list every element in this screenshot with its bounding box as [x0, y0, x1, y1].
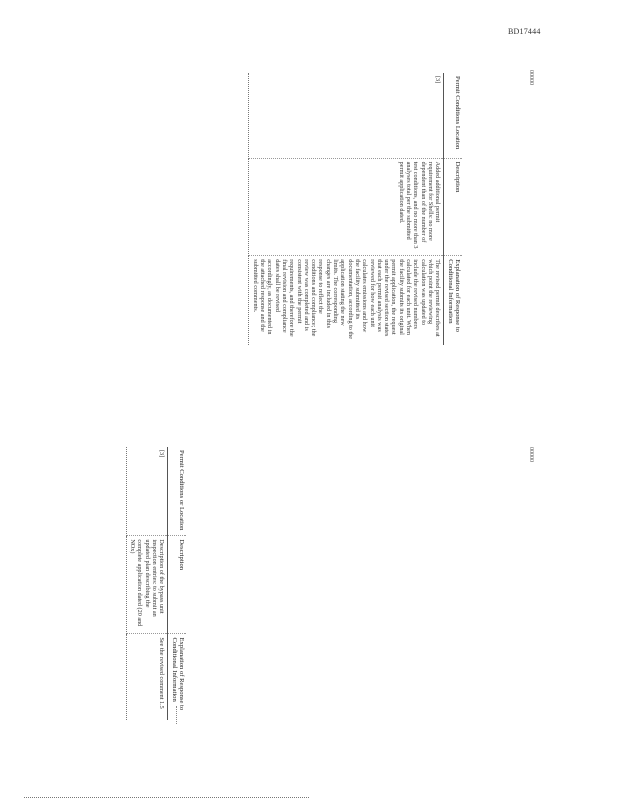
column-header-description: Description [168, 536, 186, 634]
table-row [249, 73, 444, 345]
permit-table-top [248, 73, 462, 345]
page-number-top: 00000 [528, 70, 534, 85]
cell-location: [3] [249, 73, 444, 158]
column-header-explanation: Explanation of Response to Conditional Information [168, 634, 186, 720]
table-divider-mark [176, 706, 178, 724]
cell-description: Description of the bypass unit inspection entries: to submit an updated plan describing the complete application dated (20 and NOx) [126, 536, 167, 634]
column-header-location: Permit Conditions or Location [168, 447, 186, 536]
cell-location: [3] [126, 447, 167, 536]
column-header-location: Permit Conditions Location [444, 73, 462, 158]
footer-dotted-rule [24, 797, 309, 798]
document-id: BD17444 [508, 27, 541, 36]
page-number-bottom: 00000 [528, 447, 534, 462]
permit-table-bottom [126, 447, 186, 720]
column-header-description: Description [444, 158, 462, 256]
column-header-explanation: Explanation of Response to Conditional Information [444, 256, 462, 345]
cell-explanation: The revised permit describes at which point the reviewing calculation was updated to include the revised numbers calculated for each unit. When the facility submits its original permit application, the request under the revised section states that each permit analysis was reviewed for how each unit calculates emissions and how the facility submitted its documentation, according to the application stating the new limits. The corresponding changes are included in this response to reflect the conditions and compliance; the review was completed and is consistent with the permit requirements, and therefore the final revision and compliance dates shall be revised accordingly, as documented in the attached response and the submitted comments. [249, 256, 444, 345]
table-row [126, 447, 167, 720]
cell-description: Added additional permit requirement for Shells: no more dependent than of the number of test conditions, and no more than 3 analyses total per the submitted permit application dated. [249, 158, 444, 256]
cell-explanation: See the revised comment 1.5 [126, 634, 167, 720]
